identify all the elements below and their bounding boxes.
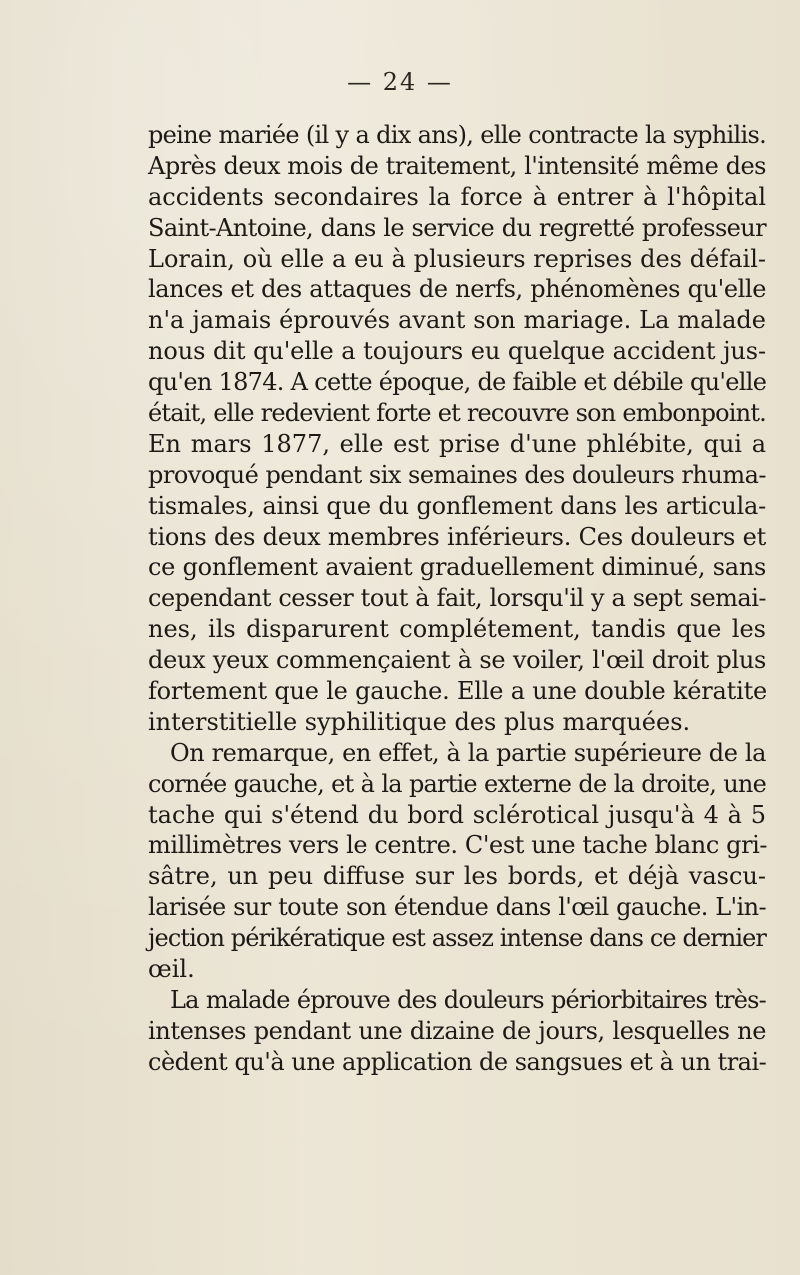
text-line: interstitielle syphilitique des plus marquées. <box>148 707 691 736</box>
text-line: lances et des attaques de nerfs, phénomènes qu'elle <box>148 275 766 304</box>
text-line: ce gonflement avaient graduellement diminué, sans <box>148 553 766 582</box>
text-line: intenses pendant une dizaine de jours, lesquelles ne <box>148 1016 766 1045</box>
body-text <box>148 120 766 1078</box>
text-line: cornée gauche, et à la partie externe de la droite, une <box>148 769 766 798</box>
text-line: n'a jamais éprouvés avant son mariage. La malade <box>148 306 766 335</box>
text-line: Lorain, où elle a eu à plusieurs reprises des défail- <box>148 244 766 273</box>
text-line: fortement que le gauche. Elle a une double kératite <box>148 677 768 706</box>
text-line: cependant cesser tout à fait, lorsqu'il y a sept semai- <box>148 584 766 613</box>
text-line: œil. <box>148 955 195 984</box>
page-number: — 24 — <box>347 68 453 96</box>
text-line: qu'en 1874. A cette époque, de faible et débile qu'elle <box>148 368 767 397</box>
text-line: était, elle redevient forte et recouvre son embonpoint. <box>148 399 766 428</box>
text-line: accidents secondaires la force à entrer à l'hôpital <box>148 182 766 211</box>
text-line: jection périkératique est assez intense dans ce dernier <box>148 924 766 953</box>
text-line: nous dit qu'elle a toujours eu quelque accident jus- <box>148 337 766 366</box>
text-line: provoqué pendant six semaines des douleurs rhuma- <box>148 460 766 489</box>
text-line: En mars 1877, elle est prise d'une phlébite, qui a <box>148 429 766 458</box>
text-line: sâtre, un peu diffuse sur les bords, et déjà vascu- <box>148 862 766 891</box>
text-line: tache qui s'étend du bord sclérotical jusqu'à 4 à 5 <box>148 800 766 829</box>
text-line: tions des deux membres inférieurs. Ces douleurs et <box>148 522 767 551</box>
text-line: Après deux mois de traitement, l'intensité même des <box>148 151 766 180</box>
text-line: deux yeux commençaient à se voiler, l'œil droit plus <box>148 646 766 675</box>
text-line: Saint-Antoine, dans le service du regretté professeur <box>148 213 766 242</box>
text-line: nes, ils disparurent complétement, tandis que les <box>148 615 766 644</box>
text-line: peine mariée (il y a dix ans), elle contracte la syphilis. <box>148 121 766 149</box>
text-line: On remarque, en effet, à la partie supérieure de la <box>170 738 766 767</box>
text-line: tismales, ainsi que du gonflement dans les articula- <box>148 491 766 520</box>
text-line: larisée sur toute son étendue dans l'œil gauche. L'in- <box>148 893 766 922</box>
text-line: cèdent qu'à une application de sangsues et à un trai- <box>148 1047 767 1076</box>
text-line: La malade éprouve des douleurs périorbitaires très- <box>170 985 766 1014</box>
text-line: millimètres vers le centre. C'est une tache blanc gri- <box>148 831 768 860</box>
